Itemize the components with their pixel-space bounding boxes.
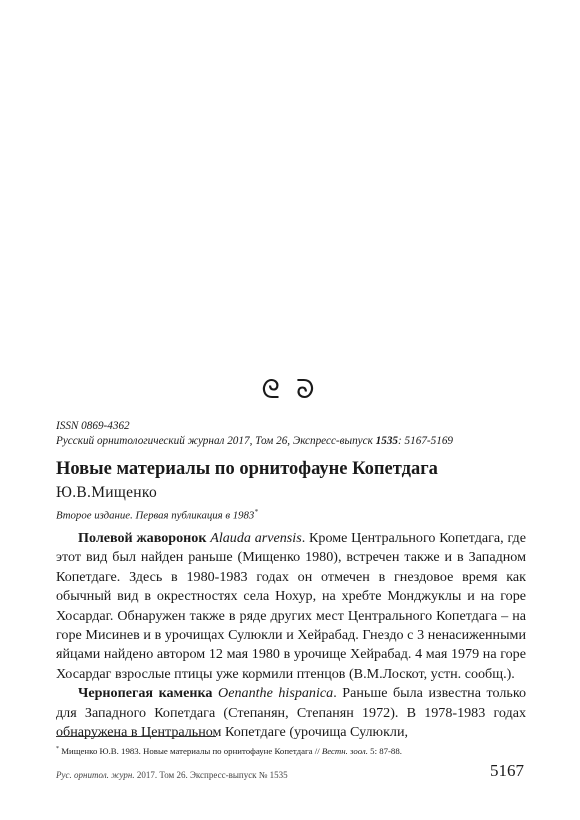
article-body bbox=[56, 529, 526, 742]
species-name: Чернопегая каменка bbox=[78, 685, 213, 702]
footnote-divider bbox=[56, 736, 216, 737]
footnote-text: Мищенко Ю.В. 1983. Новые материалы по орнитофауне Копетдага // bbox=[59, 745, 322, 756]
decorative-ornament bbox=[0, 375, 580, 405]
journal-citation-line bbox=[56, 433, 526, 449]
ornament-left-glyph: ᘓ bbox=[261, 375, 284, 405]
footnote-mark: * bbox=[56, 746, 59, 752]
journal-citation-prefix: Русский орнитологический журнал 2017, Том 26, Экспресс-выпуск bbox=[56, 435, 376, 447]
page-number: 5167 bbox=[490, 761, 524, 780]
running-footer-journal: Рус. орнитол. журн. bbox=[56, 770, 135, 780]
article-title: Новые материалы по орнитофауне Копетдага bbox=[56, 459, 438, 479]
edition-footnote-mark: * bbox=[254, 508, 258, 516]
edition-note-text: Второе издание. Первая публикация в 1983 bbox=[56, 509, 255, 522]
species-name: Полевой жаворонок bbox=[78, 530, 207, 546]
issn-line: ISSN 0869-4362 bbox=[56, 420, 130, 432]
article-author: Ю.В.Мищенко bbox=[56, 484, 157, 501]
footnote-source: Вестн. зоол. bbox=[321, 745, 368, 756]
journal-issue-number: 1535 bbox=[375, 435, 399, 447]
paragraph-wheatear bbox=[56, 684, 526, 742]
journal-page-range: : 5167-5169 bbox=[398, 435, 454, 447]
footnote-tail: 5: 87-88. bbox=[367, 745, 402, 756]
ornament-right-glyph: ᘐ bbox=[296, 375, 319, 405]
running-footer bbox=[56, 768, 288, 782]
species-latin-name: Oenanthe hispanica bbox=[218, 685, 334, 702]
species-latin-name: Alauda arvensis bbox=[210, 530, 302, 546]
paragraph-text: . Раньше была известна только для Западного Копетдага (Степанян, Степанян 1972). В 1978-1983 годах обнаружена в Центральном Копетдаге (урочища Сулюкли, bbox=[56, 685, 526, 741]
running-footer-issue: 2017. Том 26. Экспресс-выпуск № 1535 bbox=[134, 770, 288, 780]
paragraph-skylark bbox=[56, 529, 526, 684]
footnote bbox=[56, 743, 526, 757]
paragraph-text: . Кроме Центрального Копетдага, где этот вид был найден раньше (Мищенко 1980), встречен также и в Западном Копетдаге. Здесь в 1980-1983 годах он отмечен в гнездовое время как обычный вид в окрестностях села Нохур, на хребте Монджуклы и на горе Хосардаг. Обнаружен также в ряде других мест Центрального Копетдага – на горе Мисинев и в урочищах Сулюкли и Хейрабад. Гнездо с 3 ненасиженными яйцами найдено автором 12 мая 1980 в урочище Хейрабад. 4 мая 1979 на горе Хосардаг взрослые птицы уже кормили птенцов (В.М.Лоскот, устн. сообщ.). bbox=[56, 530, 526, 682]
edition-note bbox=[56, 505, 258, 523]
